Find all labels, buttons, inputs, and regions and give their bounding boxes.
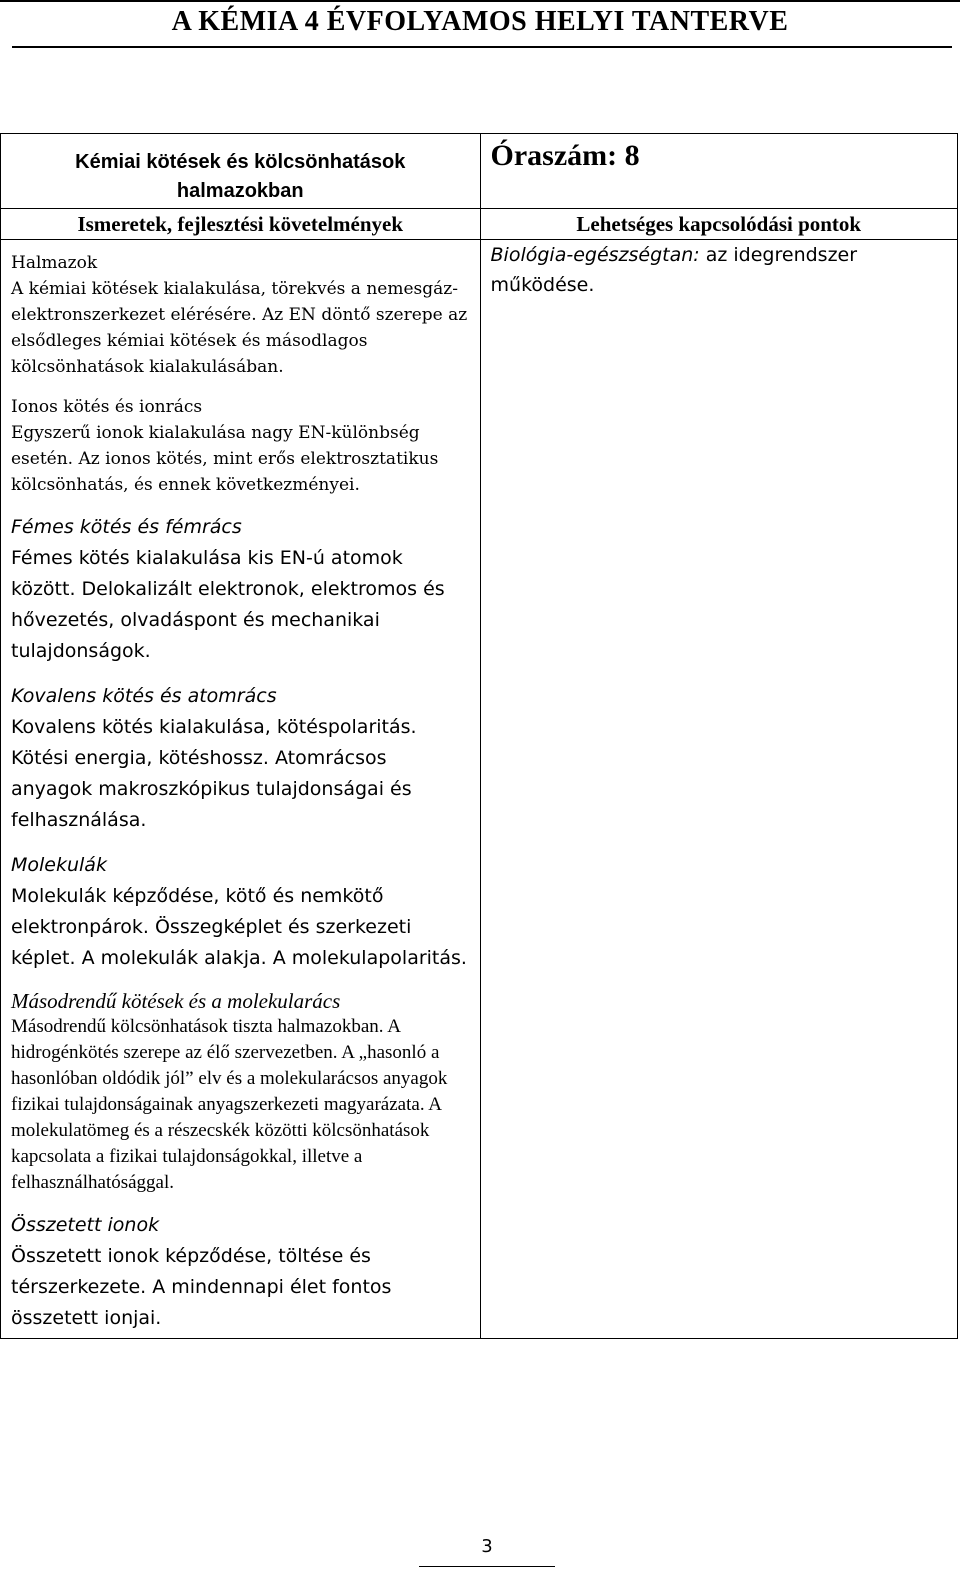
requirements-cell bbox=[1, 240, 481, 1339]
section-body: Molekulák képződése, kötő és nemkötő elektronpárok. Összegképlet és szerkezeti képlet. A molekulák alakja. A molekulapolaritás. bbox=[11, 885, 467, 969]
section-molekulak bbox=[11, 850, 470, 974]
section-heading: Halmazok bbox=[11, 253, 98, 273]
section-body: Kovalens kötés kialakulása, kötéspolaritás. Kötési energia, kötéshossz. Atomrácsos anyagok makroszkópikus tulajdonságai és felhasználása. bbox=[11, 716, 417, 831]
section-heading: Másodrendű kötések és a molekularács bbox=[11, 989, 341, 1013]
section-femes-kotes bbox=[11, 512, 470, 667]
section-osszetett-ionok bbox=[11, 1210, 470, 1334]
page-number-rule bbox=[419, 1566, 555, 1567]
section-heading: Ionos kötés és ionrács bbox=[11, 397, 203, 417]
table-title-row bbox=[1, 134, 958, 209]
section-masodrendu-kotesek bbox=[11, 988, 470, 1196]
header-top-rule bbox=[0, 0, 960, 2]
section-body: A kémiai kötések kialakulása, törekvés a nemesgáz-elektronszerkezet elérésére. Az EN döntő szerepe az elsődleges kémiai kötések és másodlagos kölcsönhatások kialakulásában. bbox=[11, 279, 468, 377]
section-kovalens-kotes bbox=[11, 681, 470, 836]
section-ionos-kotes bbox=[11, 394, 470, 498]
section-heading: Összetett ionok bbox=[11, 1214, 160, 1236]
column-header-connections: Lehetséges kapcsolódási pontok bbox=[480, 209, 957, 240]
section-heading: Fémes kötés és fémrács bbox=[11, 516, 242, 538]
section-heading: Kovalens kötés és atomrács bbox=[11, 685, 277, 707]
table-header-row bbox=[1, 209, 958, 240]
hours-label: Óraszám: 8 bbox=[480, 134, 957, 209]
curriculum-table bbox=[0, 133, 958, 1339]
header-bottom-rule bbox=[12, 46, 952, 48]
section-halmazok bbox=[11, 250, 470, 380]
link-text: az idegrendszer működése. bbox=[490, 244, 858, 296]
column-header-requirements: Ismeretek, fejlesztési követelmények bbox=[1, 209, 481, 240]
section-body: Egyszerű ionok kialakulása nagy EN-különbség esetén. Az ionos kötés, mint erős elektrosztatikus kölcsönhatás, és ennek következményei. bbox=[11, 423, 439, 495]
connections-cell bbox=[480, 240, 957, 1339]
section-heading: Molekulák bbox=[11, 854, 107, 876]
topic-title: Kémiai kötések és kölcsönhatások halmazokban bbox=[1, 134, 481, 209]
section-body: Összetett ionok képződése, töltése és térszerkezete. A mindennapi élet fontos összetett ionjai. bbox=[11, 1245, 392, 1329]
table-content-row bbox=[1, 240, 958, 1339]
section-body: Másodrendű kölcsönhatások tiszta halmazokban. A hidrogénkötés szerepe az élő szervezetben. A „hasonló a hasonlóban oldódik jól” elv és a molekularácsos anyagok fizikai tulajdonságainak anyagszerkezeti magyarázata. A molekulatömeg és a részecskék közötti kölcsönhatások kapcsolata a fizikai tulajdonságokkal, illetve a felhasználhatósággal. bbox=[11, 1016, 448, 1193]
link-subject: Biológia-egészségtan: bbox=[490, 244, 700, 266]
section-body: Fémes kötés kialakulása kis EN-ú atomok között. Delokalizált elektronok, elektromos és hővezetés, olvadáspont és mechanikai tulajdonságok. bbox=[11, 547, 445, 662]
page-number: 3 bbox=[481, 1536, 493, 1557]
document-title: A KÉMIA 4 ÉVFOLYAMOS HELYI TANTERVE bbox=[171, 6, 789, 37]
